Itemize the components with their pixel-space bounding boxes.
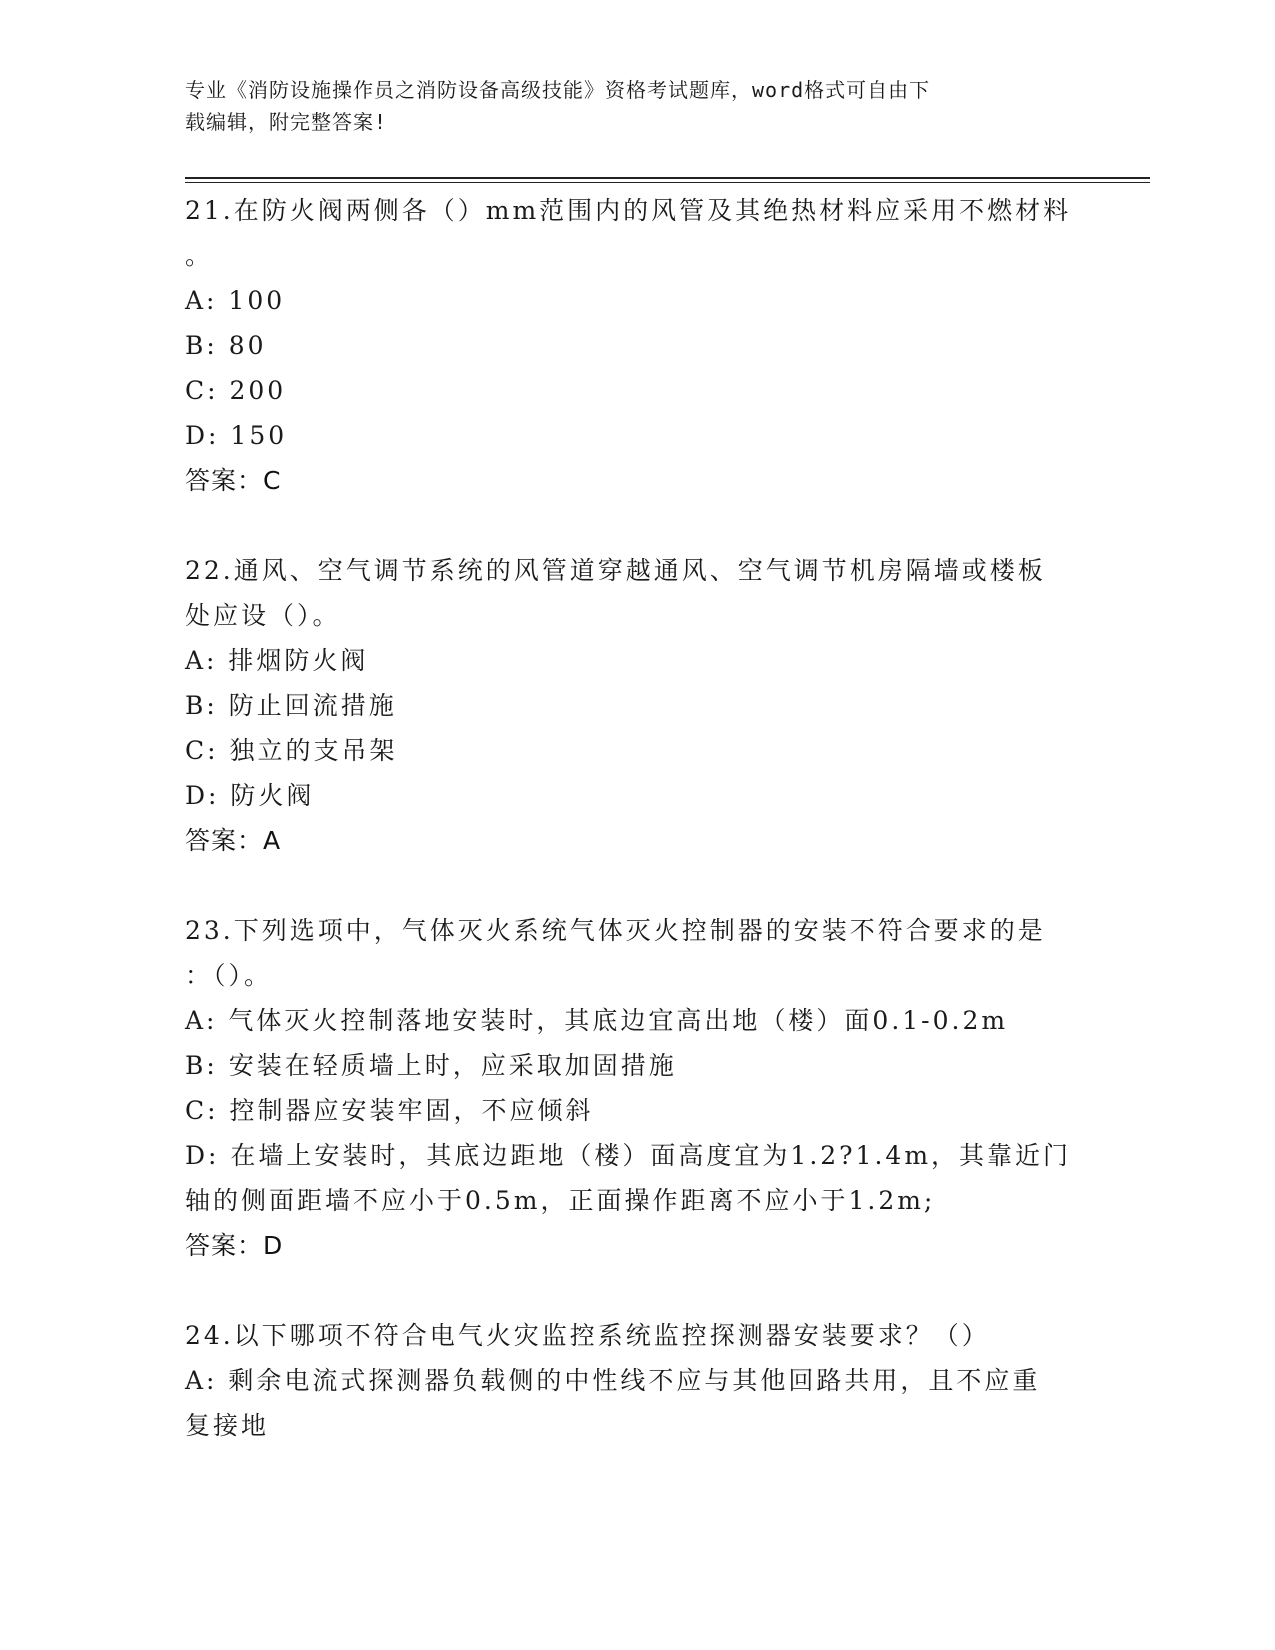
option-a: A: 气体灭火控制落地安装时，其底边宜高出地（楼）面0.1-0.2m [185,1006,1009,1035]
header-divider-thick [185,177,1150,179]
question-24 [185,1313,1085,1448]
question-22 [185,548,1085,863]
question-stem: 22.通风、空气调节系统的风管道穿越通风、空气调节机房隔墙或楼板 [185,556,1046,585]
option-c: C: 独立的支吊架 [185,736,398,765]
question-spacer [185,1268,1085,1313]
question-spacer [185,503,1085,548]
option-a: A: 排烟防火阀 [185,646,369,675]
header-line-1: 专业《消防设施操作员之消防设备高级技能》资格考试题库，word格式可自由下 [185,78,931,102]
option-b: B: 80 [185,331,267,360]
question-stem: 处应设（）。 [185,601,341,630]
question-stem: 23.下列选项中，气体灭火系统气体灭火控制器的安装不符合要求的是 [185,916,1046,945]
option-b: B: 安装在轻质墙上时，应采取加固措施 [185,1051,677,1080]
option-d-continued: 轴的侧面距墙不应小于0.5m，正面操作距离不应小于1.2m; [185,1186,936,1215]
question-21 [185,188,1085,503]
header-divider-thin [185,182,1150,183]
document-header [185,74,1065,138]
option-a: A: 100 [185,286,286,315]
answer: 答案：D [185,1231,284,1260]
option-a: A: 剩余电流式探测器负载侧的中性线不应与其他回路共用，且不应重 [185,1366,1041,1395]
question-spacer [185,863,1085,908]
answer: 答案：C [185,466,282,495]
option-c: C: 200 [185,376,287,405]
question-stem: 21.在防火阀两侧各（）mm范围内的风管及其绝热材料应采用不燃材料 [185,196,1072,225]
option-d: D: 防火阀 [185,781,315,810]
answer: 答案：A [185,826,282,855]
question-stem: ：（）。 [185,961,273,990]
option-d: D: 在墙上安装时，其底边距地（楼）面高度宜为1.2?1.4m，其靠近门 [185,1141,1072,1170]
option-a-continued: 复接地 [185,1411,270,1440]
option-c: C: 控制器应安装牢固，不应倾斜 [185,1096,594,1125]
header-line-2: 载编辑，附完整答案! [185,110,388,134]
question-23 [185,908,1085,1268]
option-d: D: 150 [185,421,288,450]
question-list [185,188,1085,1448]
option-b: B: 防止回流措施 [185,691,397,720]
question-stem: 。 [185,241,214,270]
question-stem: 24.以下哪项不符合电气火灾监控系统监控探测器安装要求？（） [185,1321,990,1350]
